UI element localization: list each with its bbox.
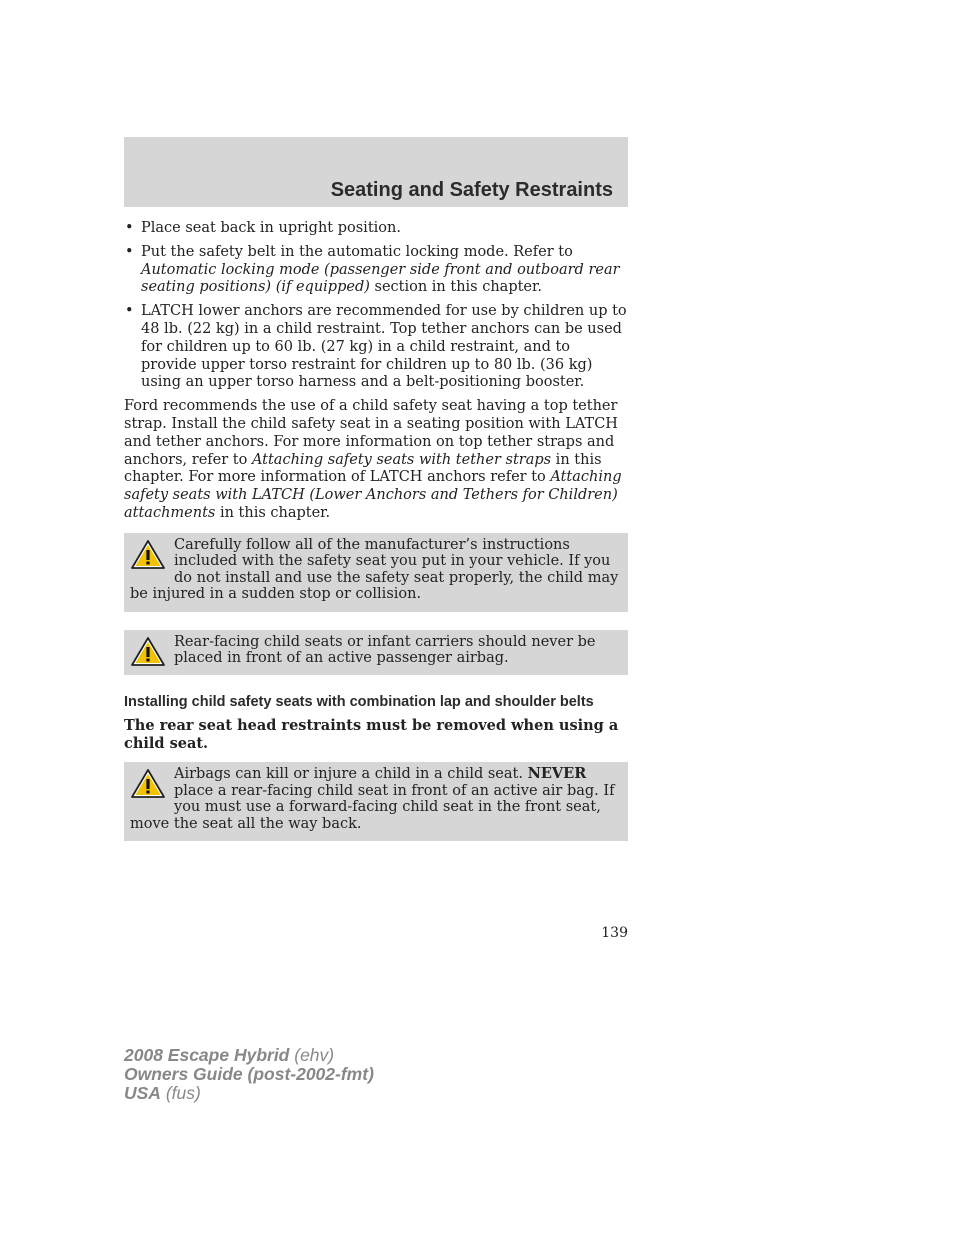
- bullet-list: [124, 220, 628, 392]
- chapter-header-band: [124, 137, 628, 207]
- warning-box: [124, 762, 628, 841]
- warning-text: Rear-facing child seats or infant carriers should never be placed in front of an active passenger airbag.: [174, 633, 596, 667]
- warning-box: [124, 533, 628, 612]
- bullet-item: • Put the safety belt in the automatic locking mode. Refer to Automatic locking mode (passenger side front and outboard rear seating positions) (if equipped) section in this chapter.: [125, 243, 620, 296]
- footer-line: 2008 Escape Hybrid (ehv): [124, 1045, 335, 1065]
- warning-text: Carefully follow all of the manufacturer’s instructions included with the safety seat you put in your vehicle. If you do not install and use the safety seat properly, the child may be injured in a sudden stop or collision.: [130, 536, 619, 603]
- warning-triangle-icon: [130, 539, 168, 573]
- warning-text: Airbags can kill or injure a child in a child seat. NEVER place a rear-facing child seat in front of an active air bag. If you must use a forward-facing child seat in the front seat, move the seat all the way back.: [130, 765, 615, 832]
- footer-line: Owners Guide (post-2002-fmt): [124, 1064, 374, 1084]
- section-heading: Installing child safety seats with combination lap and shoulder belts: [124, 693, 594, 710]
- warning-triangle-icon: [130, 636, 168, 670]
- bullet-item: • LATCH lower anchors are recommended for use by children up to 48 lb. (22 kg) in a child restraint. Top tether anchors can be used for children up to 60 lb. (27 kg) in a child restraint, and to provide upper torso restraint for children up to 80 lb. (36 kg) using an upper torso harness and a belt-positioning booster.: [125, 303, 627, 391]
- chapter-title: Seating and Safety Restraints: [330, 179, 613, 201]
- bold-note: The rear seat head restraints must be removed when using a child seat.: [124, 716, 619, 752]
- page-content: [124, 220, 628, 859]
- warning-box: [124, 630, 628, 675]
- page-number: 139: [601, 925, 628, 941]
- footer-line: USA (fus): [124, 1083, 201, 1103]
- warning-triangle-icon: [130, 768, 168, 802]
- body-paragraph: Ford recommends the use of a child safety seat having a top tether strap. Install the child safety seat in a seating position with LATCH and tether anchors. For more information on top tether straps and anchors, refer to Attaching safety seats with tether straps in this chapter. For more information of LATCH anchors refer to Attaching safety seats with LATCH (Lower Anchors and Tethers for Children) attachments in this chapter.: [124, 398, 622, 521]
- document-footer: [124, 1046, 374, 1103]
- bullet-item: • Place seat back in upright position.: [125, 220, 401, 236]
